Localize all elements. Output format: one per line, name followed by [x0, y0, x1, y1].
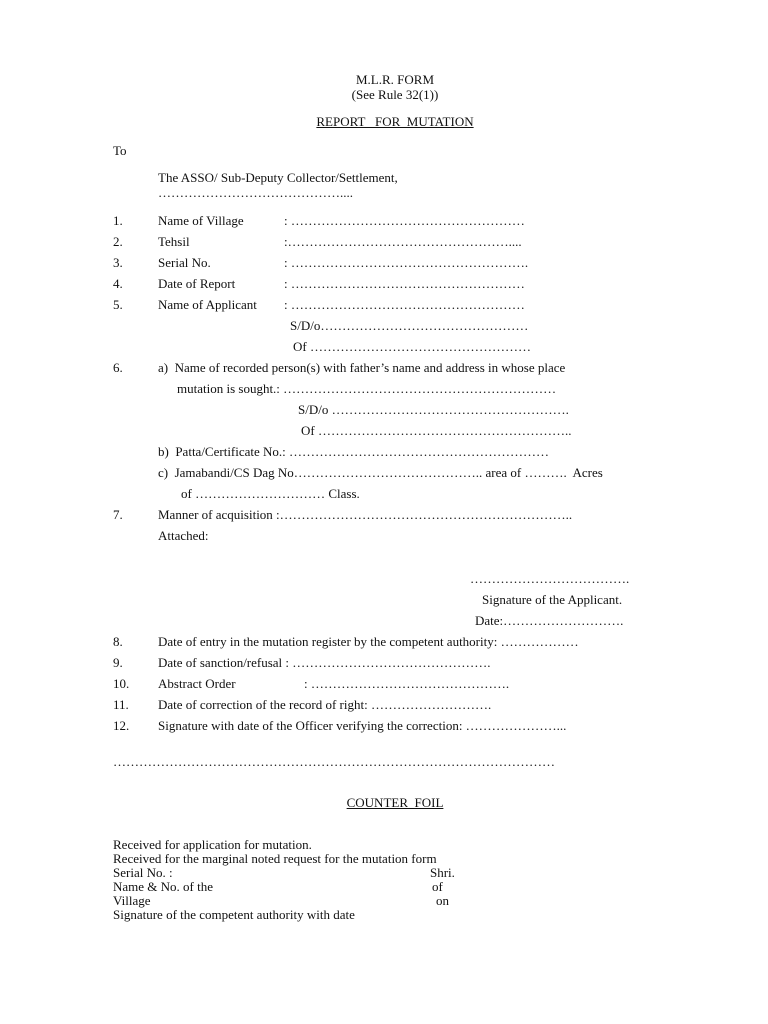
- recorded-parent-field: S/D/o ……………………………………………….: [298, 402, 569, 417]
- mutation-sought-field: mutation is sought.: ………………………………………………………: [177, 381, 557, 396]
- signature-line: ……………………………….: [470, 571, 630, 586]
- form-title: M.L.R. FORM: [355, 72, 435, 87]
- to-label: To: [113, 143, 127, 158]
- serial-label: Serial No.: [158, 255, 211, 270]
- item-number: 7.: [113, 507, 123, 522]
- acquisition-field: Manner of acquisition :…………………………………………………………..: [158, 507, 573, 522]
- counter-foil-of: of: [432, 879, 443, 894]
- officer-signature-field: Signature with date of the Officer verifying the correction: …………………...: [158, 718, 567, 733]
- counter-foil-village: Village: [113, 893, 151, 908]
- counter-foil-title: COUNTER FOIL: [346, 795, 444, 810]
- separator-line: …………………………………………………………………………………………: [113, 754, 555, 769]
- addressee-dots: ……………………………………....: [158, 185, 353, 200]
- abstract-order-field: : ……………………………………….: [304, 676, 510, 691]
- report-date-label: Date of Report: [158, 276, 236, 291]
- item-number: 8.: [113, 634, 123, 649]
- applicant-address-field: Of ……………………………………………: [293, 339, 531, 354]
- attached-label: Attached:: [158, 528, 209, 543]
- recorded-person-label: a) Name of recorded person(s) with father’s name and address in whose place: [158, 360, 566, 375]
- item-number: 5.: [113, 297, 123, 312]
- jamabandi-field: c) Jamabandi/CS Dag No…………………………………….. area of ………. Acres: [158, 465, 603, 480]
- abstract-order-label: Abstract Order: [158, 676, 236, 691]
- counter-foil-on: on: [436, 893, 449, 908]
- item-number: 11.: [113, 697, 129, 712]
- serial-field: : ……………………………………………….: [284, 255, 529, 270]
- item-number: 10.: [113, 676, 130, 691]
- tehsil-label: Tehsil: [158, 234, 190, 249]
- signature-label: Signature of the Applicant.: [482, 592, 623, 607]
- patta-field: b) Patta/Certificate No.: ……………………………………………………: [158, 444, 550, 459]
- report-date-field: : ………………………………………………: [284, 276, 525, 291]
- item-number: 2.: [113, 234, 123, 249]
- report-title: REPORT FOR MUTATION: [316, 114, 474, 129]
- counter-foil-shri: Shri.: [430, 865, 455, 880]
- counter-foil-line: Received for application for mutation.: [113, 837, 312, 852]
- village-field: : ………………………………………………: [284, 213, 525, 228]
- counter-foil-line: Received for the marginal noted request for the mutation form: [113, 851, 437, 866]
- entry-date-field: Date of entry in the mutation register by the competent authority: ………………: [158, 634, 579, 649]
- addressee: The ASSO/ Sub-Deputy Collector/Settlement,: [158, 170, 398, 185]
- item-number: 6.: [113, 360, 123, 375]
- item-number: 1.: [113, 213, 123, 228]
- counter-foil-name: Name & No. of the: [113, 879, 214, 894]
- counter-foil-signature: Signature of the competent authority with date: [113, 907, 355, 922]
- item-number: 12.: [113, 718, 130, 733]
- applicant-parent-field: S/D/o…………………………………………: [290, 318, 529, 333]
- applicant-field: : ………………………………………………: [284, 297, 525, 312]
- counter-foil-serial: Serial No. :: [113, 865, 173, 880]
- rule-reference: (See Rule 32(1)): [351, 87, 439, 102]
- sanction-date-field: Date of sanction/refusal : ……………………………………….: [158, 655, 491, 670]
- recorded-address-field: Of …………………………………………………..: [301, 423, 572, 438]
- applicant-label: Name of Applicant: [158, 297, 257, 312]
- class-field: of ………………………… Class.: [181, 486, 360, 501]
- tehsil-field: :……………………………………………....: [284, 234, 522, 249]
- village-label: Name of Village: [158, 213, 244, 228]
- signature-date: Date:……………………….: [475, 613, 624, 628]
- item-number: 3.: [113, 255, 123, 270]
- item-number: 9.: [113, 655, 123, 670]
- item-number: 4.: [113, 276, 123, 291]
- correction-date-field: Date of correction of the record of right: ……………………….: [158, 697, 492, 712]
